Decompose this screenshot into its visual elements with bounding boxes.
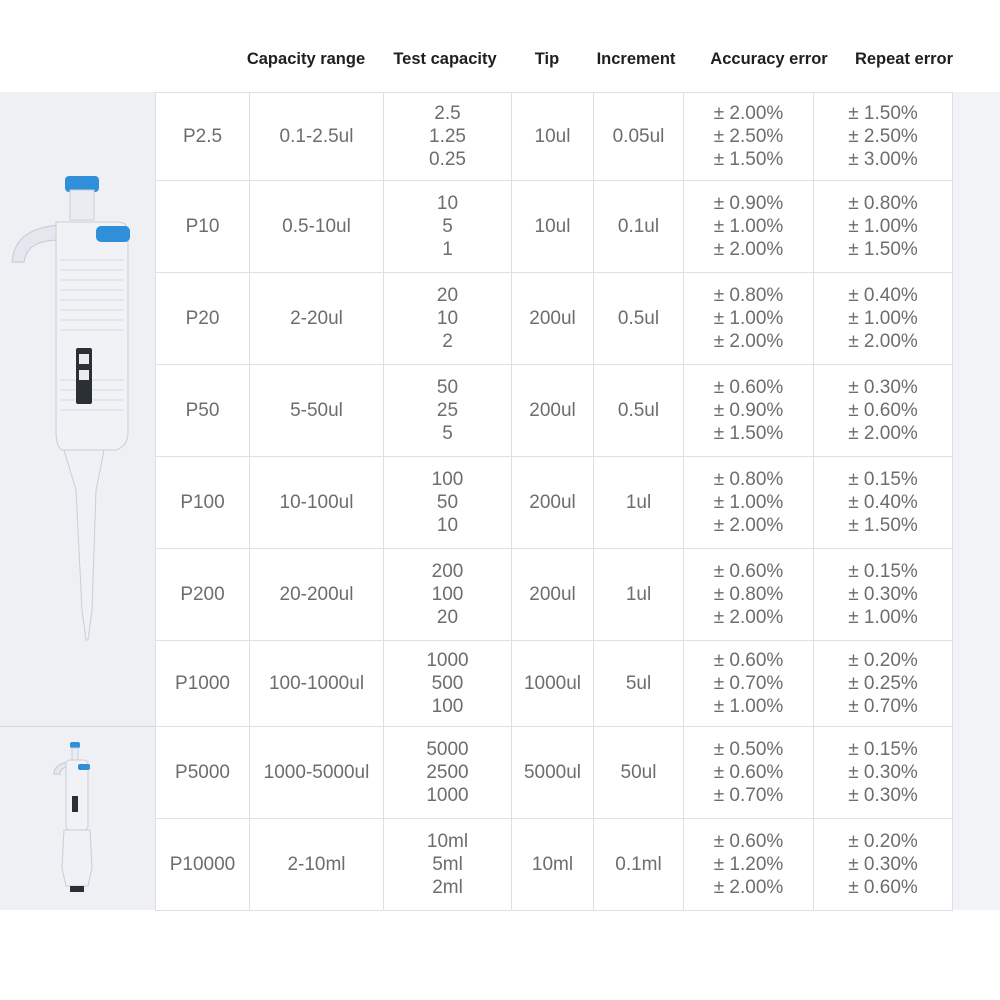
repeat-error-cell-value: ± 0.15% xyxy=(848,739,918,760)
test-capacity-cell-value: 25 xyxy=(436,400,459,421)
tip-cell: 200ul xyxy=(512,457,594,549)
repeat-error-cell xyxy=(814,365,953,457)
accuracy-error-cell-value: ± 0.70% xyxy=(713,785,784,806)
increment-cell: 0.5ul xyxy=(594,365,684,457)
test-capacity-cell-value: 50 xyxy=(436,492,459,513)
header-accuracy-error: Accuracy error xyxy=(710,50,828,68)
increment-cell: 5ul xyxy=(594,641,684,727)
model-cell: P100 xyxy=(156,457,250,549)
capacity-range-cell: 0.5-10ul xyxy=(250,181,384,273)
test-capacity-cell-value: 1000 xyxy=(426,650,469,671)
accuracy-error-cell-value: ± 0.60% xyxy=(713,561,784,582)
model-cell: P2.5 xyxy=(156,93,250,181)
repeat-error-cell-value: ± 2.00% xyxy=(848,423,918,444)
test-capacity-cell-value: 10 xyxy=(436,308,459,329)
accuracy-error-cell-value: ± 0.60% xyxy=(713,762,784,783)
table-row xyxy=(156,549,953,641)
capacity-range-cell: 10-100ul xyxy=(250,457,384,549)
accuracy-error-cell xyxy=(684,273,814,365)
increment-cell: 50ul xyxy=(594,727,684,819)
increment-cell: 0.05ul xyxy=(594,93,684,181)
tip-cell: 200ul xyxy=(512,273,594,365)
capacity-range-cell: 20-200ul xyxy=(250,549,384,641)
accuracy-error-cell xyxy=(684,365,814,457)
test-capacity-cell-value: 2 xyxy=(442,331,453,352)
repeat-error-cell xyxy=(814,549,953,641)
repeat-error-cell xyxy=(814,457,953,549)
repeat-error-cell-value: ± 1.00% xyxy=(848,607,918,628)
tip-cell: 10ul xyxy=(512,93,594,181)
header-repeat-error: Repeat error xyxy=(854,50,954,68)
repeat-error-cell-value: ± 0.60% xyxy=(848,400,918,421)
tip-cell: 10ul xyxy=(512,181,594,273)
test-capacity-cell-value: 5 xyxy=(442,216,453,237)
table-row xyxy=(156,819,953,911)
repeat-error-cell xyxy=(814,93,953,181)
repeat-error-cell xyxy=(814,181,953,273)
table-row xyxy=(156,641,953,727)
model-cell: P50 xyxy=(156,365,250,457)
test-capacity-cell xyxy=(384,93,512,181)
capacity-range-cell: 100-1000ul xyxy=(250,641,384,727)
test-capacity-cell xyxy=(384,181,512,273)
accuracy-error-cell-value: ± 2.00% xyxy=(713,877,784,898)
test-capacity-cell-value: 2500 xyxy=(426,762,469,783)
accuracy-error-cell-value: ± 0.80% xyxy=(713,469,784,490)
test-capacity-cell xyxy=(384,273,512,365)
test-capacity-cell xyxy=(384,457,512,549)
accuracy-error-cell-value: ± 0.50% xyxy=(713,739,784,760)
model-cell: P5000 xyxy=(156,727,250,819)
table-row xyxy=(156,273,953,365)
repeat-error-cell-value: ± 0.60% xyxy=(848,877,918,898)
accuracy-error-cell xyxy=(684,549,814,641)
repeat-error-cell-value: ± 0.40% xyxy=(848,492,918,513)
repeat-error-cell xyxy=(814,273,953,365)
accuracy-error-cell-value: ± 0.60% xyxy=(713,650,784,671)
accuracy-error-cell-value: ± 2.00% xyxy=(713,331,784,352)
accuracy-error-cell-value: ± 0.70% xyxy=(713,673,784,694)
test-capacity-cell-value: 50 xyxy=(436,377,459,398)
test-capacity-cell xyxy=(384,819,512,911)
repeat-error-cell-value: ± 0.30% xyxy=(848,584,918,605)
accuracy-error-cell xyxy=(684,93,814,181)
accuracy-error-cell-value: ± 1.50% xyxy=(713,149,784,170)
test-capacity-cell-value: 20 xyxy=(436,607,459,628)
panel-divider xyxy=(0,726,155,727)
accuracy-error-cell-value: ± 0.90% xyxy=(713,193,784,214)
accuracy-error-cell-value: ± 2.00% xyxy=(713,239,784,260)
accuracy-error-cell-value: ± 1.20% xyxy=(713,854,784,875)
table-row xyxy=(156,727,953,819)
test-capacity-cell xyxy=(384,727,512,819)
test-capacity-cell-value: 5ml xyxy=(432,854,463,875)
repeat-error-cell-value: ± 3.00% xyxy=(848,149,918,170)
tip-cell: 1000ul xyxy=(512,641,594,727)
large-pipette-image xyxy=(0,170,150,650)
table-row xyxy=(156,365,953,457)
increment-cell: 0.5ul xyxy=(594,273,684,365)
accuracy-error-cell xyxy=(684,457,814,549)
test-capacity-cell-value: 500 xyxy=(431,673,464,694)
capacity-range-cell: 2-20ul xyxy=(250,273,384,365)
small-pipette-image xyxy=(48,738,108,898)
repeat-error-cell xyxy=(814,641,953,727)
repeat-error-cell-value: ± 0.70% xyxy=(848,696,918,717)
test-capacity-cell-value: 2ml xyxy=(432,877,463,898)
accuracy-error-cell xyxy=(684,819,814,911)
model-cell: P10 xyxy=(156,181,250,273)
pipette-spec-table xyxy=(155,92,953,911)
increment-cell: 1ul xyxy=(594,457,684,549)
header-capacity-range: Capacity range xyxy=(246,50,366,68)
repeat-error-cell-value: ± 1.50% xyxy=(848,103,918,124)
test-capacity-cell xyxy=(384,641,512,727)
test-capacity-cell-value: 10 xyxy=(436,515,459,536)
accuracy-error-cell xyxy=(684,727,814,819)
accuracy-error-cell-value: ± 1.00% xyxy=(713,696,784,717)
test-capacity-cell-value: 1.25 xyxy=(429,126,466,147)
test-capacity-cell-value: 10 xyxy=(436,193,459,214)
test-capacity-cell-value: 100 xyxy=(431,469,464,490)
test-capacity-cell-value: 100 xyxy=(431,584,464,605)
repeat-error-cell-value: ± 1.00% xyxy=(848,216,918,237)
repeat-error-cell-value: ± 0.20% xyxy=(848,650,918,671)
model-cell: P10000 xyxy=(156,819,250,911)
repeat-error-cell xyxy=(814,727,953,819)
test-capacity-cell-value: 1 xyxy=(442,239,453,260)
test-capacity-cell-value: 200 xyxy=(431,561,464,582)
accuracy-error-cell-value: ± 2.00% xyxy=(713,103,784,124)
repeat-error-cell-value: ± 0.30% xyxy=(848,377,918,398)
test-capacity-cell-value: 2.5 xyxy=(434,103,461,124)
accuracy-error-cell xyxy=(684,181,814,273)
repeat-error-cell-value: ± 0.15% xyxy=(848,561,918,582)
table-row xyxy=(156,181,953,273)
header-tip: Tip xyxy=(534,50,560,68)
accuracy-error-cell-value: ± 0.80% xyxy=(713,285,784,306)
test-capacity-cell xyxy=(384,549,512,641)
accuracy-error-cell-value: ± 0.60% xyxy=(713,831,784,852)
test-capacity-cell-value: 20 xyxy=(436,285,459,306)
repeat-error-cell-value: ± 0.20% xyxy=(848,831,918,852)
repeat-error-cell-value: ± 0.80% xyxy=(848,193,918,214)
capacity-range-cell: 1000-5000ul xyxy=(250,727,384,819)
header-increment: Increment xyxy=(596,50,676,68)
header-test-capacity: Test capacity xyxy=(393,50,497,68)
accuracy-error-cell xyxy=(684,641,814,727)
repeat-error-cell-value: ± 0.30% xyxy=(848,762,918,783)
test-capacity-cell xyxy=(384,365,512,457)
accuracy-error-cell-value: ± 2.00% xyxy=(713,515,784,536)
test-capacity-cell-value: 100 xyxy=(431,696,464,717)
model-cell: P1000 xyxy=(156,641,250,727)
accuracy-error-cell-value: ± 2.50% xyxy=(713,126,784,147)
test-capacity-cell-value: 5000 xyxy=(426,739,469,760)
accuracy-error-cell-value: ± 0.80% xyxy=(713,584,784,605)
model-cell: P200 xyxy=(156,549,250,641)
repeat-error-cell-value: ± 2.50% xyxy=(848,126,918,147)
accuracy-error-cell-value: ± 1.00% xyxy=(713,308,784,329)
increment-cell: 1ul xyxy=(594,549,684,641)
repeat-error-cell-value: ± 0.15% xyxy=(848,469,918,490)
tip-cell: 200ul xyxy=(512,365,594,457)
accuracy-error-cell-value: ± 1.50% xyxy=(713,423,784,444)
capacity-range-cell: 5-50ul xyxy=(250,365,384,457)
repeat-error-cell xyxy=(814,819,953,911)
tip-cell: 200ul xyxy=(512,549,594,641)
tip-cell: 5000ul xyxy=(512,727,594,819)
test-capacity-cell-value: 10ml xyxy=(426,831,469,852)
repeat-error-cell-value: ± 1.50% xyxy=(848,515,918,536)
repeat-error-cell-value: ± 1.00% xyxy=(848,308,918,329)
accuracy-error-cell-value: ± 1.00% xyxy=(713,216,784,237)
tip-cell: 10ml xyxy=(512,819,594,911)
repeat-error-cell-value: ± 0.30% xyxy=(848,785,918,806)
capacity-range-cell: 2-10ml xyxy=(250,819,384,911)
repeat-error-cell-value: ± 2.00% xyxy=(848,331,918,352)
test-capacity-cell-value: 0.25 xyxy=(429,149,466,170)
model-cell: P20 xyxy=(156,273,250,365)
capacity-range-cell: 0.1-2.5ul xyxy=(250,93,384,181)
repeat-error-cell-value: ± 0.25% xyxy=(848,673,918,694)
accuracy-error-cell-value: ± 0.90% xyxy=(713,400,784,421)
repeat-error-cell-value: ± 0.30% xyxy=(848,854,918,875)
accuracy-error-cell-value: ± 2.00% xyxy=(713,607,784,628)
test-capacity-cell-value: 1000 xyxy=(426,785,469,806)
table-row xyxy=(156,457,953,549)
repeat-error-cell-value: ± 1.50% xyxy=(848,239,918,260)
increment-cell: 0.1ul xyxy=(594,181,684,273)
accuracy-error-cell-value: ± 1.00% xyxy=(713,492,784,513)
test-capacity-cell-value: 5 xyxy=(442,423,453,444)
repeat-error-cell-value: ± 0.40% xyxy=(848,285,918,306)
table-edge-strip xyxy=(952,92,1000,910)
table-row xyxy=(156,93,953,181)
increment-cell: 0.1ml xyxy=(594,819,684,911)
accuracy-error-cell-value: ± 0.60% xyxy=(713,377,784,398)
